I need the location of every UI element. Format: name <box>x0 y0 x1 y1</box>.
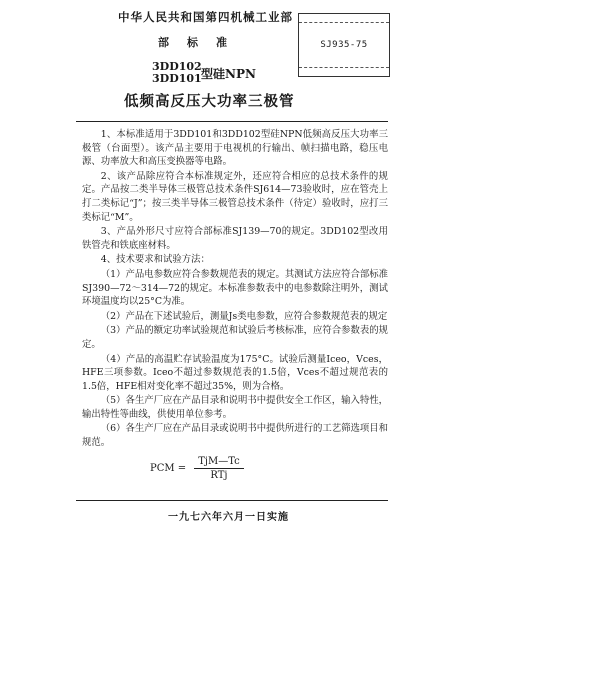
model-3dd101: 3DD101 <box>152 72 202 85</box>
body-text <box>82 128 388 451</box>
paragraph-4: 4、技术要求和试验方法： <box>100 254 210 266</box>
paragraph-4-4: （4）产品的高温贮存试验温度为175°C。试验后测量Iceo，Vces，HFE三项参数。Iceo不超过参数规范表的1.5倍，Vces不超过规范表的1.5倍，HFE相对变化率不超过35%，则为合格。 <box>82 353 388 392</box>
bottom-rule <box>76 500 388 501</box>
ministry-name: 中华人民共和国第四机械工业部 <box>118 10 293 24</box>
paragraph-4-2: （2）产品在下述试验后，测量Js类电参数，应符合参数规范表的规定 <box>100 310 388 322</box>
formula-lhs: PCM = <box>150 463 187 474</box>
standard-category: 部标准 <box>158 36 245 49</box>
top-rule <box>76 121 388 122</box>
paragraph-4-6: （6）各生产厂应在产品目录或说明书中提供所进行的工艺筛选项目和规范。 <box>82 423 389 449</box>
paragraph-4-3: （3）产品的额定功率试验规范和试验后考核标准，应符合参数表的规定。 <box>82 325 389 350</box>
paragraph-2: 2、该产品除应符合本标准规定外，还应符合相应的总技术条件的规定。产品按二类半导体三极管总技术条件SJ614—73验收时，应在管壳上打二类标记“J”；按三类半导体三极管总技术条件（待定）验收时，应打三类标记“M”。 <box>82 170 388 223</box>
standard-number: SJ935-75 <box>320 40 368 50</box>
paragraph-4-5: （5）各生产厂应在产品目录和说明书中提供安全工作区，输入特性，输出特性等曲线，供使用单位参考。 <box>82 395 389 420</box>
material-type: 型硅NPN <box>201 67 256 81</box>
box-dashed-line-bottom <box>299 67 389 68</box>
standard-number-box <box>298 13 390 77</box>
model-numbers <box>152 61 202 85</box>
paragraph-3: 3、产品外形尺寸应符合部标准SJ139—70的规定。3DD102型改用铁管壳和铁底座材料。 <box>82 226 388 251</box>
paragraph-4-1: （1）产品电参数应符合参数规范表的规定。其测试方法应符合部标准SJ390—72～314—72的规定。本标准参数表中的电参数除注明外，测试环境温度均以25°C为准。 <box>82 268 389 308</box>
model-3dd102: 3DD102 <box>152 60 202 73</box>
power-formula <box>150 456 244 481</box>
formula-denominator: RTj <box>210 470 228 481</box>
formula-fraction <box>194 456 244 481</box>
paragraph-1: 1、本标准适用于3DD101和3DD102型硅NPN低频高反压大功率三极管（台面型）。该产品主要用于电视机的行输出、帧扫描电路，稳压电源、功率放大和高压变换器等电路。 <box>82 129 388 168</box>
document-title: 低频高反压大功率三极管 <box>124 93 295 110</box>
box-dashed-line-top <box>299 22 389 23</box>
effective-date: 一九七六年六月一日实施 <box>168 512 289 523</box>
formula-numerator: TjM—Tc <box>194 456 244 469</box>
